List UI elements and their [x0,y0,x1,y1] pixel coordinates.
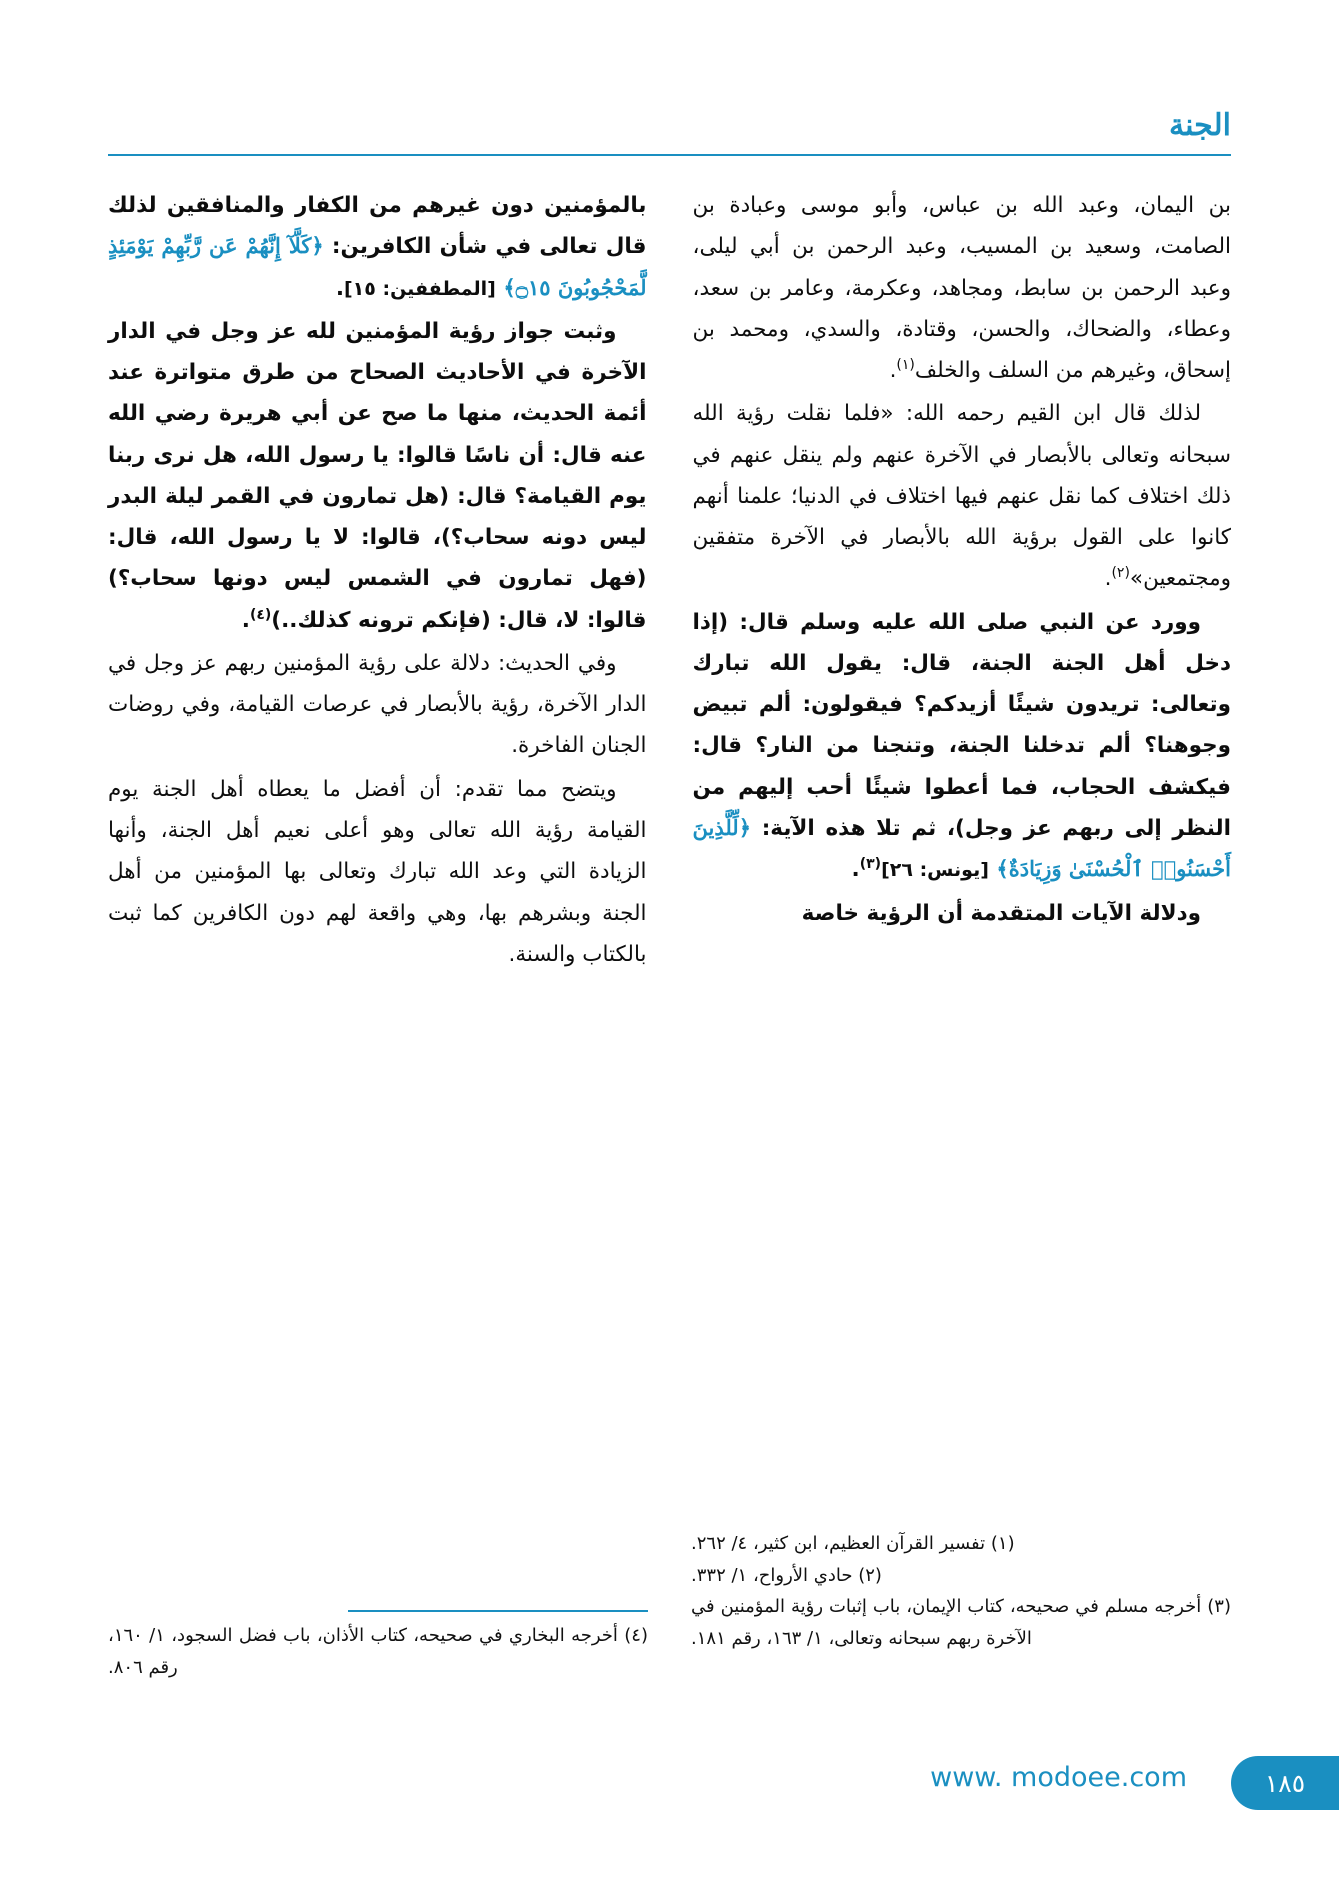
paragraph-r3-text: وورد عن النبي صلى الله عليه وسلم قال: (إذا دخل أهل الجنة الجنة، قال: يقول الله تبارك وتعالى: تريدون شيئًا أزيدكم؟ فيقولون: ألم تبيض وجوهنا؟ ألم تدخلنا الجنة، وتنجنا من النار؟ قال: فيكشف الحجاب، فما أعطوا شيئًا أحب إليهم من النظر إلى ربهم عز وجل)، ثم تلا هذه الآية: [692,609,1231,841]
footnote-item [691,1528,1231,1560]
quran-verse-mutaffifin: ﴿كَلَّآ إِنَّهُمْ عَن رَّبِّهِمْ يَوْمَئِذٍ لَّمَحْجُوبُونَ ۝١٥﴾ [108,233,647,300]
footnote-text: أخرجه البخاري في صحيحه، كتاب الأذان، باب فضل السجود، ١/ ١٦٠، رقم ٨٠٦. [108,1625,618,1678]
paragraph-l2 [108,311,647,641]
paragraph-r1-tail: . [889,358,897,384]
column-left [108,185,647,1245]
page-footer [0,1756,1339,1816]
paragraph-r3 [693,602,1232,891]
paragraph-l2-tail: . [241,607,250,633]
footnote-marker-3: (٣) [859,856,882,873]
column-right [693,185,1232,1245]
footnote-marker-1: (١) [896,356,915,373]
paragraph-r2-tail: . [1104,566,1112,592]
footnote-item [691,1560,1231,1592]
paragraph-r3-tail: . [851,857,860,883]
verse-reference-mutaffifin: [المطففين: ١٥] [343,277,496,300]
footnote-number: (١) [990,1533,1015,1554]
page-header [108,108,1231,168]
footnote-number: (٢) [858,1564,882,1586]
paragraph-l1 [108,185,647,309]
footnote-item [691,1591,1231,1654]
paragraph-r4: ودلالة الآيات المتقدمة أن الرؤية خاصة [801,900,1201,926]
footnote-text: تفسير القرآن العظيم، ابن كثير، ٤/ ٢٦٢. [691,1533,986,1554]
site-url[interactable]: www. modoee.com [930,1762,1187,1793]
footnote-number: (٣) [1207,1596,1231,1617]
paragraph-l4: ويتضح مما تقدم: أن أفضل ما يعطاه أهل الجنة يوم القيامة رؤية الله تعالى وهو أعلى نعيم أهل الجنة، وأنها الزيادة التي وعد الله تبارك وتعالى بها المؤمنين من أهل الجنة وبشرهم بها، وهي واقعة لهم دون الكافرين كما ثبت بالكتاب والسنة. [108,776,647,967]
paragraph-l1-tail: . [335,275,344,301]
body-columns [108,185,1231,1245]
footnote-marker-2: (٢) [1111,565,1130,582]
paragraph-r1 [693,185,1232,391]
header-divider [108,154,1231,156]
paragraph-l3: وفي الحديث: دلالة على رؤية المؤمنين ربهم عز وجل في الدار الآخرة، رؤية بالأبصار في عرصات القيامة، وفي روضات الجنان الفاخرة. [108,650,647,759]
footnotes-area [108,1500,1231,1730]
paragraph-r2-text: لذلك قال ابن القيم رحمه الله: «فلما نقلت رؤية الله سبحانه وتعالى بالأبصار في الآخرة عنهم ولم ينقل عنهم في ذلك اختلاف كما نقل عنهم فيها اختلاف في الدنيا؛ علمنا أنهم كانوا على القول برؤية الله بالأبصار في الآخرة متفقين ومجتمعين» [692,401,1231,592]
paragraph-l1-text: بالمؤمنين دون غيرهم من الكفار والمنافقين لذلك قال تعالى في شأن الكافرين: [108,193,647,260]
quran-verse-yunus: ﴿لِّلَّذِينَ أَحْسَنُوا۟ ٱلْحُسْنَىٰ وَزِيَادَةٌ﴾ [692,814,1231,882]
page-number: ١٨٥ [1231,1756,1339,1810]
footnotes-left [108,1610,648,1683]
footnotes-right [691,1528,1231,1654]
footnote-number: (٤) [624,1625,648,1646]
footnote-text: حادي الأرواح، ١/ ٣٣٢. [691,1564,853,1586]
paragraph-r2 [693,393,1232,599]
footnote-text: أخرجه مسلم في صحيحه، كتاب الإيمان، باب إثبات رؤية المؤمنين في الآخرة ربهم سبحانه وتعالى، ١/ ١٦٣، رقم ١٨١. [691,1596,1202,1649]
page-title: الجنة [1155,108,1231,144]
footnote-divider [348,1610,648,1612]
paragraph-r1-text: بن اليمان، وعبد الله بن عباس، وأبو موسى وعبادة بن الصامت، وسعيد بن المسيب، وعبد الرحمن بن أبي ليلى، وعبد الرحمن بن سابط، ومجاهد، وعكرمة، وعامر بن سعد، وعطاء، والضحاك، والحسن، وقتادة، والسدي، ومحمد بن إسحاق، وغيرهم من السلف والخلف [692,193,1231,384]
footnote-marker-4: (٤) [249,606,272,623]
paragraph-l2-text: وثبت جواز رؤية المؤمنين لله عز وجل في الدار الآخرة في الأحاديث الصحاح من طرق متواترة عند أئمة الحديث، منها ما صح عن أبي هريرة رضي الله عنه قال: أن ناسًا قالوا: يا رسول الله، هل نرى ربنا يوم القيامة؟ قال: (هل تمارون في القمر ليلة البدر ليس دونه سحاب؟)، قالوا: لا يا رسول الله، قال: (فهل تمارون في الشمس ليس دونها سحاب؟) قالوا: لا، قال: (فإنكم ترونه كذلك..) [108,318,647,633]
verse-reference-yunus: [يونس: ٢٦] [881,859,989,882]
footnote-item [108,1620,648,1683]
